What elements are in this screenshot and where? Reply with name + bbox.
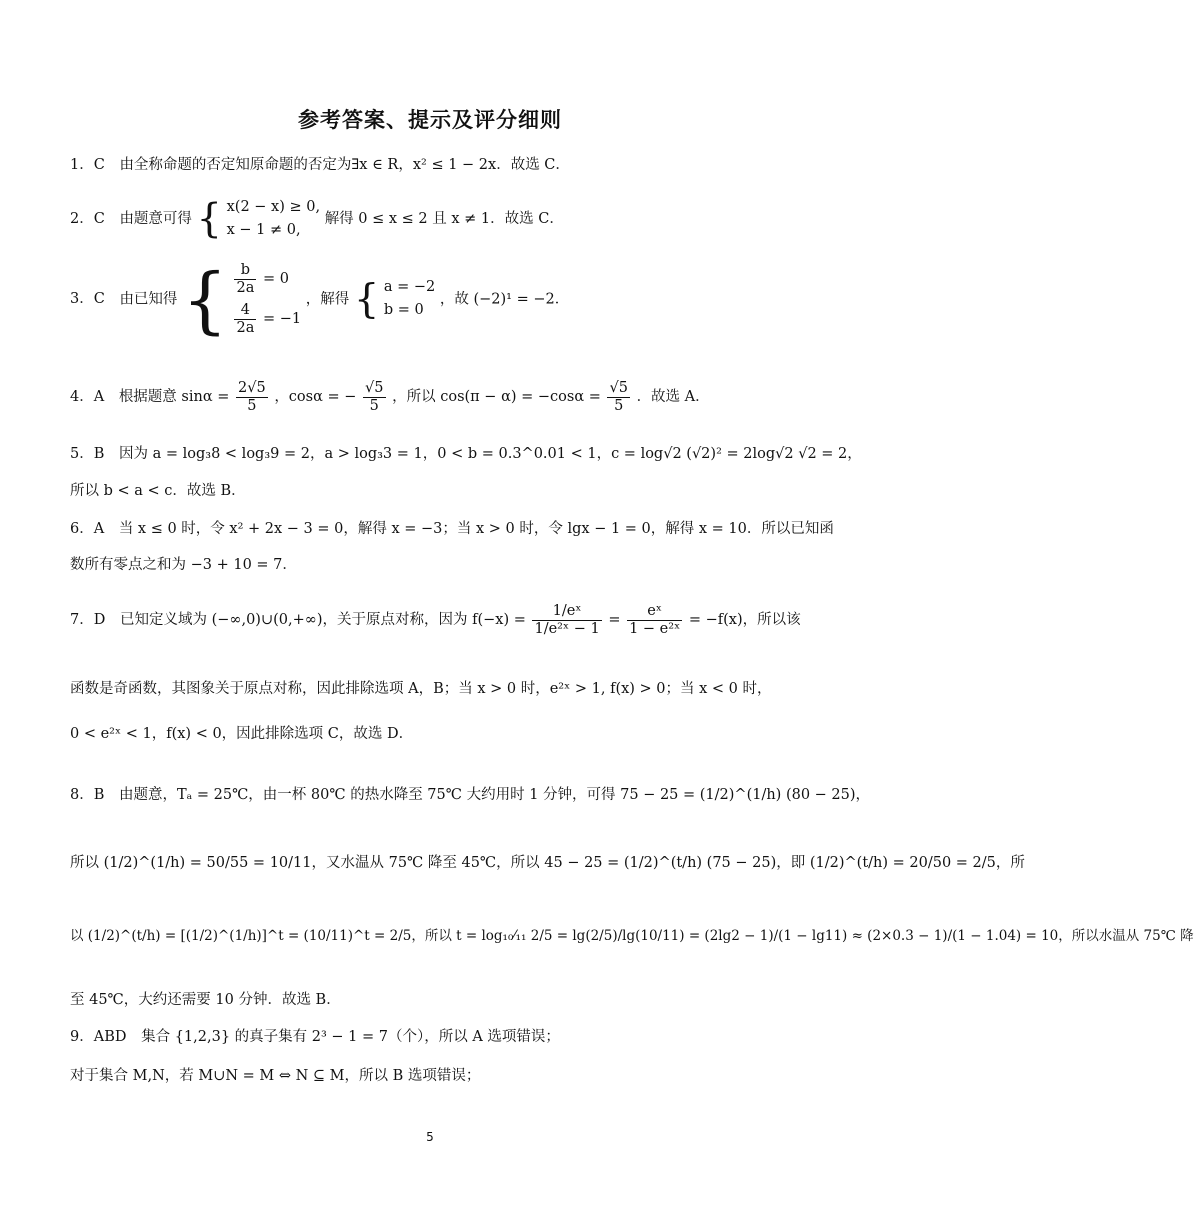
answer-text: 根据题意 sinα = [118,389,230,406]
answer-8-line-2: 所以 (1/2)^(1/h) = 50/55 = 10/11，又水温从 75℃ 降至 45℃，所以 45 − 25 = (1/2)^(t/h) (75 − 25)，即 (1/2)^(t/h) = 20/50 = 2/5，所 [70,855,1025,871]
page-number: 5 [426,1130,434,1144]
brace: { [353,276,380,323]
answer-text: 由全称命题的否定知原命题的否定为∃x ∈ R，x² ≤ 1 − 2x．故选 C． [119,157,570,173]
question-number: 2．C [70,211,105,228]
question-number: 6．A [70,521,105,537]
answer-text: 由已知得 [119,291,178,308]
answer-text: ．故选 A． [636,389,710,406]
system-row: a = −2 [383,279,436,296]
numerator: 2√5 [238,380,266,396]
answer-text: 由题意，Tₐ = 25℃，由一杯 80℃ 的热水降至 75℃ 大约用时 1 分钟，可得 75 − 25 = (1/2)^(1/h) (80 − 25)， [119,787,871,803]
question-number: 1．C [70,157,105,173]
answer-text: ，cosα = − [274,389,357,406]
answer-text: 当 x ≤ 0 时，令 x² + 2x − 3 = 0，解得 x = −3；当 x > 0 时，令 lgx − 1 = 0，解得 x = 10．所以已知函 [118,521,834,537]
answer-8-line-1 [70,788,870,803]
equation-system [227,196,320,242]
brace: { [182,257,228,342]
denominator: 5 [236,397,268,415]
answer-5-line-2: 所以 b < a < c．故选 B． [70,483,246,499]
numerator: eˣ [647,603,663,619]
question-number: 5．B [70,446,105,462]
denominator: 5 [607,397,629,415]
page-title: 参考答案、提示及评分细则 [298,108,562,132]
numerator: √5 [609,380,628,396]
question-number: 7．D [70,612,106,629]
answer-text: 集合 {1,2,3} 的真子集有 2³ − 1 = 7（个），所以 A 选项错误； [141,1029,560,1045]
answer-text: 已知定义域为 (−∞,0)∪(0,+∞)，关于原点对称，因为 f(−x) = [119,612,526,629]
answer-6-line-2: 数所有零点之和为 −3 + 10 = 7． [70,557,297,573]
answer-7-line-1 [70,603,801,637]
denominator: 2a [236,279,255,296]
equals-sign: = [608,612,621,629]
answer-text: 由题意可得 [119,211,192,228]
answer-8-line-4: 至 45℃，大约还需要 10 分钟．故选 B． [70,992,341,1008]
answer-6-line-1 [70,522,834,537]
denominator: 1/e²ˣ − 1 [534,620,600,637]
system-row: x(2 − x) ≥ 0, [226,199,321,215]
answer-text: ，故 (−2)¹ = −2． [439,291,570,308]
equation-system [232,262,301,337]
question-number: 9．ABD [70,1029,127,1045]
answer-7-line-3: 0 < e²ˣ < 1，f(x) < 0，因此排除选项 C，故选 D． [70,726,414,742]
answer-3 [70,257,570,342]
numerator: 1/eˣ [552,603,582,619]
question-number: 8．B [70,787,105,803]
answer-9-line-2: 对于集合 M,N，若 M∪N = M ⇔ N ⊆ M，所以 B 选项错误； [70,1068,481,1084]
answer-text: 因为 a = log₃8 < log₃9 = 2，a > log₃3 = 1，0 < b = 0.3^0.01 < 1，c = log√2 (√2)² = 2log√2 √2 = 2， [119,446,862,462]
brace: { [196,196,222,243]
denominator: 5 [363,397,385,415]
answer-4 [70,380,710,414]
answer-1 [70,158,570,173]
denominator: 1 − e²ˣ [629,620,681,637]
denominator: 2a [236,320,255,337]
numerator: 4 [240,302,251,319]
numerator: b [240,262,251,278]
equation-system [384,276,435,322]
answer-8-line-3: 以 (1/2)^(t/h) = [(1/2)^(1/h)]^t = (10/11)^t = 2/5，所以 t = log₁₀⁄₁₁ 2/5 = lg(2/5)/lg(10/11) = (2lg2 − 1)/(1 − lg11) ≈ (2×0.3 − 1)/(1 − 1.04) = 10，所以水温从 75℃ 降 [70,928,1194,944]
answer-text: 解得 0 ≤ x ≤ 2 且 x ≠ 1．故选 C． [324,211,564,228]
answer-5-line-1 [70,447,862,462]
answer-7-line-2: 函数是奇函数，其图象关于原点对称，因此排除选项 A，B；当 x > 0 时，e²ˣ > 1, f(x) > 0；当 x < 0 时， [70,681,772,697]
answer-text: ，解得 [305,291,350,308]
rhs: = −1 [262,311,302,328]
answer-text: ，所以 cos(π − α) = −cosα = [392,389,601,406]
answer-2 [70,196,564,242]
numerator: √5 [365,380,384,396]
answer-text: = −f(x)，所以该 [688,612,801,629]
question-number: 3．C [70,291,105,308]
system-row: x − 1 ≠ 0, [226,222,301,239]
rhs: = 0 [262,271,289,288]
answer-9-line-1 [70,1030,560,1045]
question-number: 4．A [70,389,105,406]
system-row: b = 0 [383,302,424,319]
